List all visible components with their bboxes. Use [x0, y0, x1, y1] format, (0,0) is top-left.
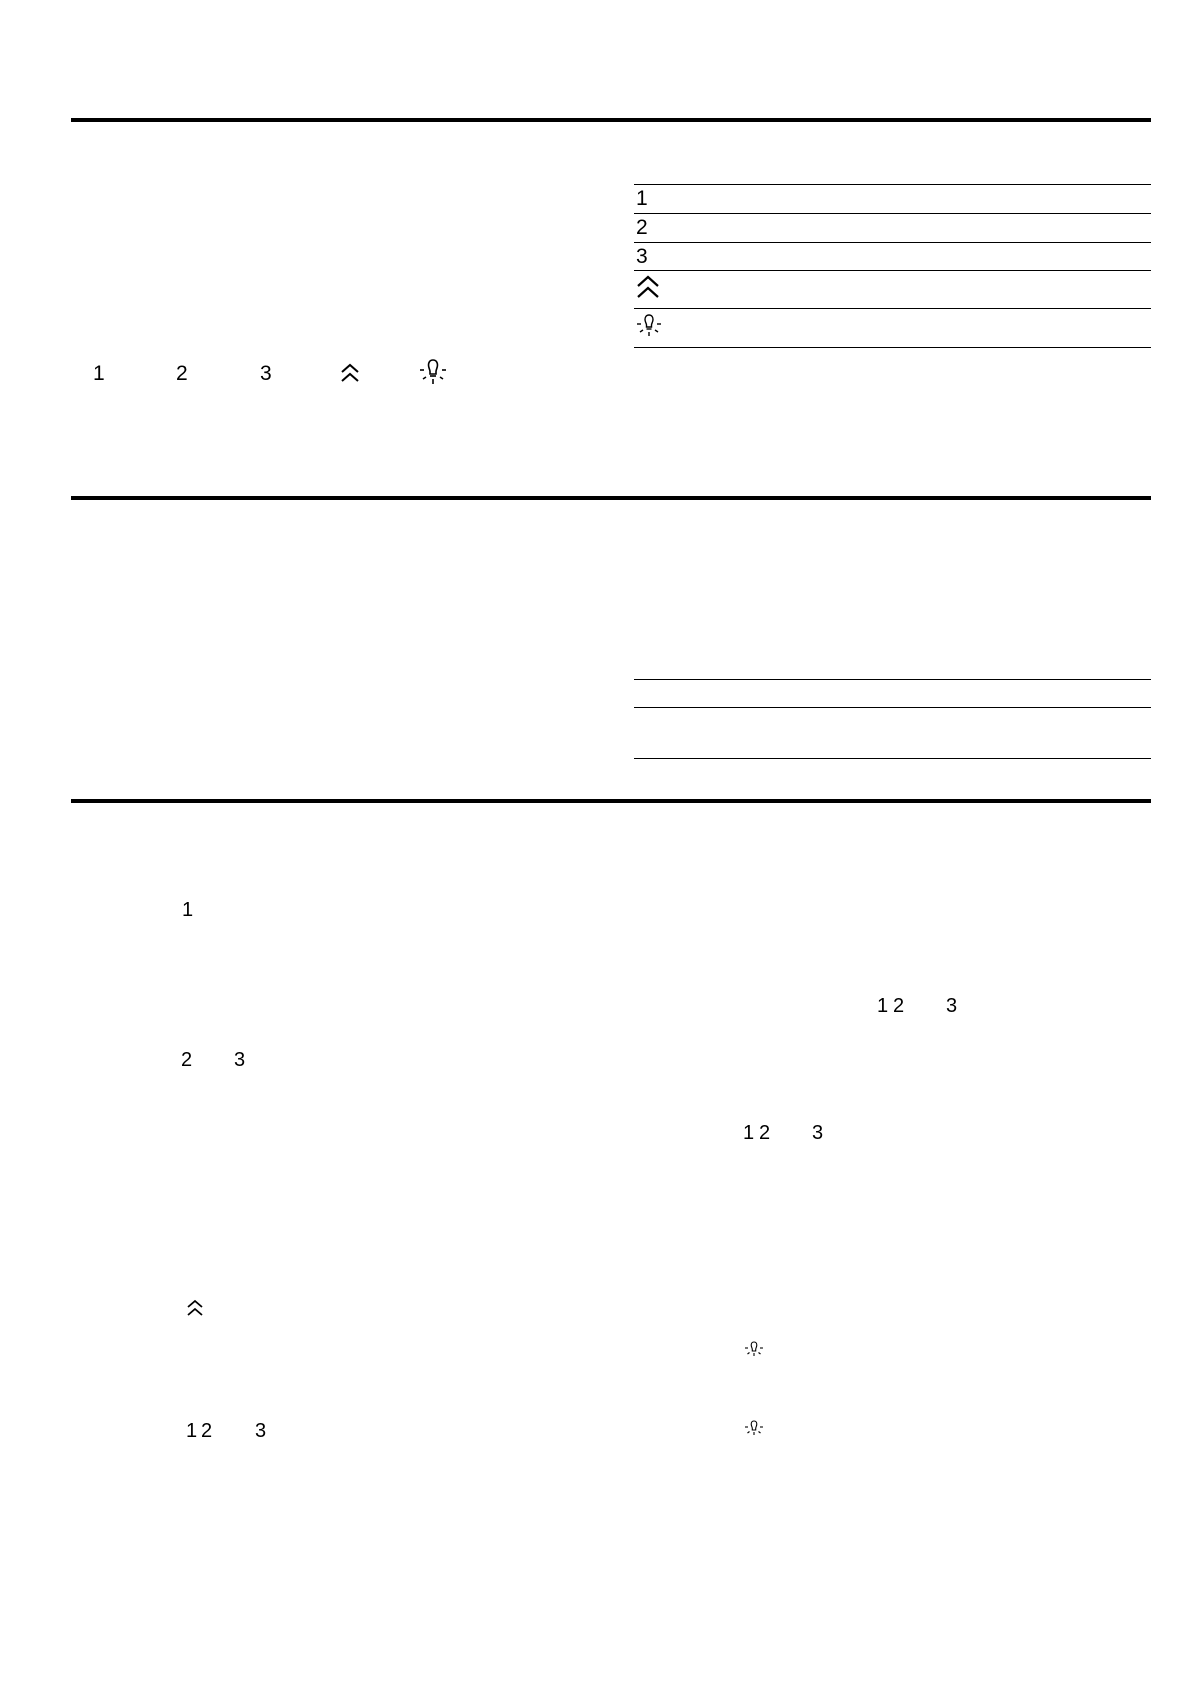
- legend-table-bottom-rule: [634, 347, 1151, 348]
- legend-row-divider: [634, 308, 1151, 309]
- legend-key-1: 1: [636, 187, 648, 210]
- panel-light-button-icon[interactable]: [419, 356, 447, 386]
- legend-row-divider: [634, 213, 1151, 214]
- section-rule-top: [71, 118, 1151, 122]
- step-levels-1: 1: [186, 1420, 198, 1442]
- levels-1: 1: [877, 995, 889, 1017]
- step-button-1: 1: [182, 899, 194, 921]
- section-rule-middle: [71, 496, 1151, 500]
- levels-1: 1: [743, 1122, 755, 1144]
- table-top-rule: [634, 679, 1151, 680]
- intensive-level-icon: [636, 274, 660, 300]
- table-row-divider: [634, 707, 1151, 708]
- intensive-level-inline-icon: [186, 1298, 204, 1318]
- legend-table-top-rule: [634, 184, 1151, 185]
- section-rule-lower: [71, 799, 1151, 803]
- legend-row-divider: [634, 242, 1151, 243]
- legend-key-2: 2: [636, 216, 648, 239]
- levels-3: 3: [812, 1122, 824, 1144]
- panel-intensive-button-icon[interactable]: [339, 361, 361, 385]
- light-inline-icon: [744, 1418, 764, 1438]
- legend-row-divider: [634, 270, 1151, 271]
- step-button-2: 2: [181, 1049, 193, 1071]
- levels-2: 2: [759, 1122, 771, 1144]
- light-inline-icon: [744, 1339, 764, 1359]
- step-levels-2: 2: [201, 1420, 213, 1442]
- levels-3: 3: [946, 995, 958, 1017]
- panel-button-3[interactable]: 3: [260, 362, 272, 385]
- step-levels-3: 3: [255, 1420, 267, 1442]
- light-icon: [636, 312, 662, 338]
- table-bottom-rule: [634, 758, 1151, 759]
- panel-button-2[interactable]: 2: [176, 362, 188, 385]
- panel-button-1[interactable]: 1: [93, 362, 105, 385]
- levels-2: 2: [893, 995, 905, 1017]
- step-button-3: 3: [234, 1049, 246, 1071]
- legend-key-3: 3: [636, 245, 648, 268]
